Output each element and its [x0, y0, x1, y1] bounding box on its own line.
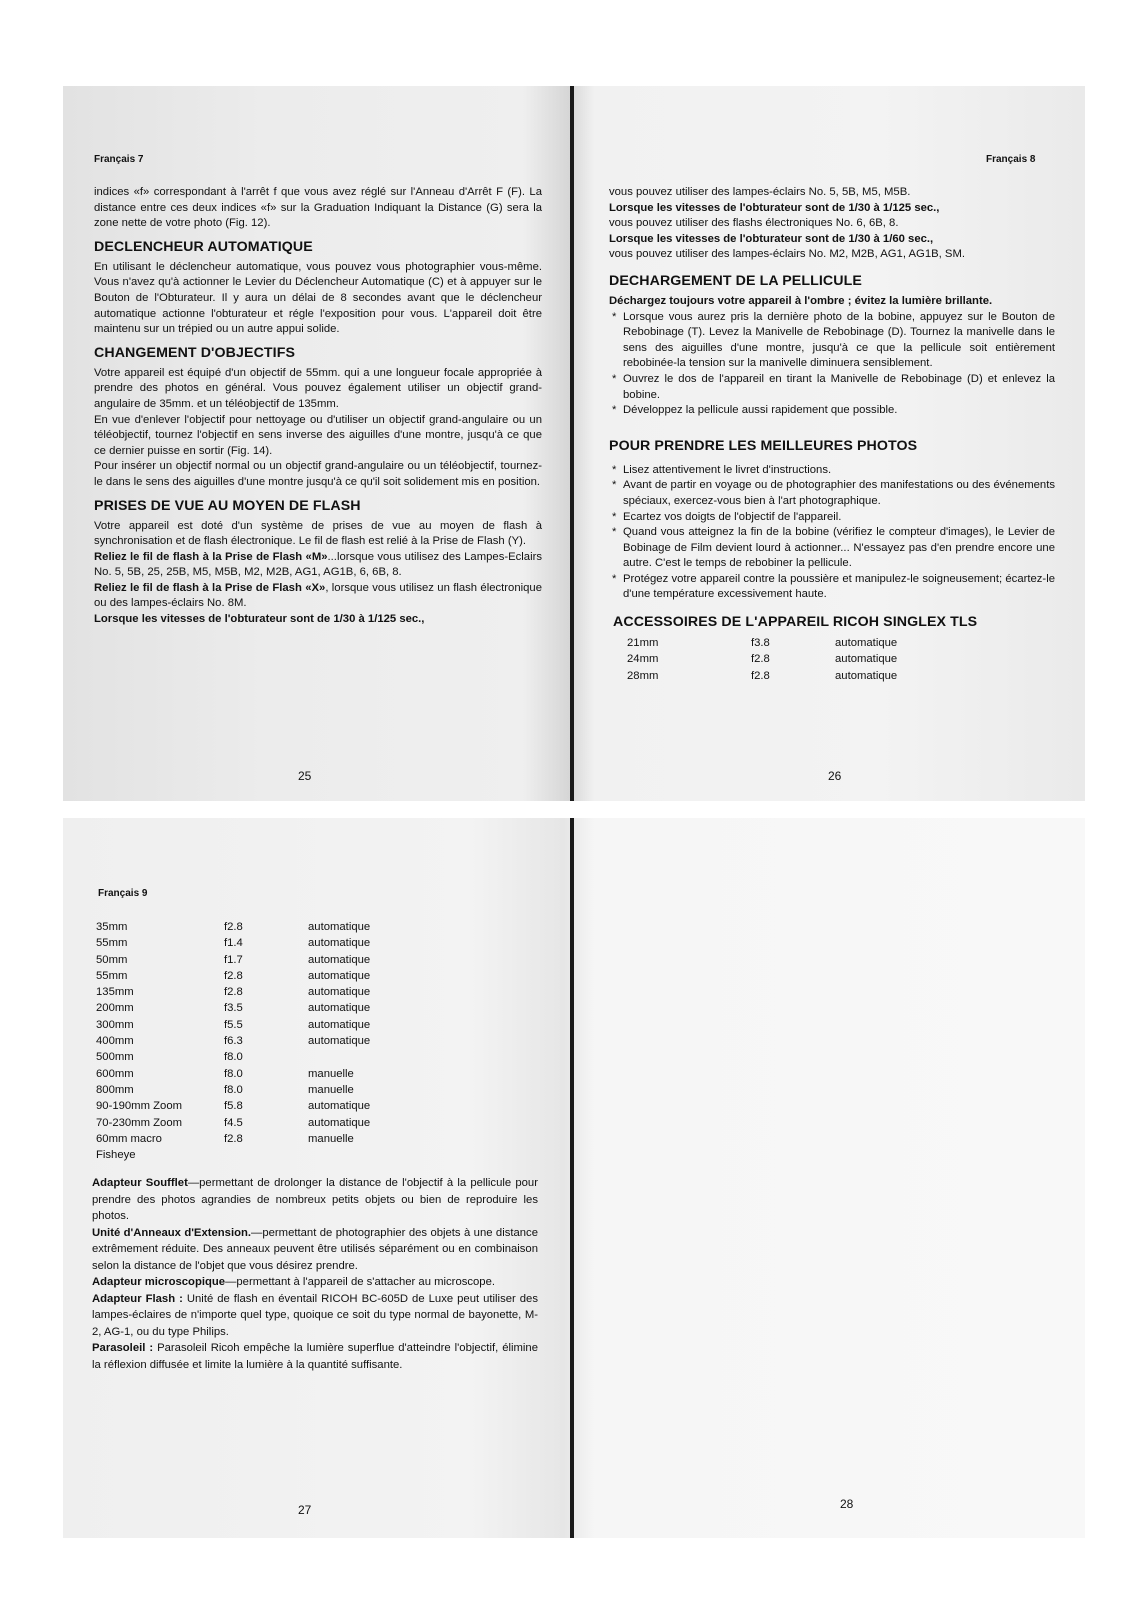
lens-row: 200mm f3.5 automatique [96, 1002, 371, 1015]
page-25 [94, 185, 542, 628]
lens-row: 21mm f3.8 automatique [627, 637, 898, 650]
paragraph: Votre appareil est équipé d'un objectif de 55mm. qui a une longueur focale appropriée à prendre des photos en général. Vous pouvez également utiliser un objectif grand-angulaire de 35mm. et un téléobjectif de 135mm. [94, 366, 542, 410]
lens-row: 500mm f8.0 [96, 1051, 243, 1064]
paragraph [94, 550, 542, 581]
lens-row: 300mm f5.5 automatique [96, 1018, 371, 1031]
page-26 [609, 185, 1055, 684]
page-number: 28 [840, 1497, 854, 1511]
spine [570, 818, 574, 1538]
section-title: POUR PRENDRE LES MEILLEURES PHOTOS [609, 437, 918, 454]
section-title: DECHARGEMENT DE LA PELLICULE [609, 272, 862, 289]
page-header: Français 9 [98, 888, 148, 899]
section-title: DECLENCHEUR AUTOMATIQUE [94, 238, 313, 255]
accessories-block [609, 613, 1055, 684]
page-number: 25 [298, 769, 312, 783]
page-27 [92, 919, 538, 1373]
accessory-item: Unité d'Anneaux d'Extension.—permettant de photographier des objets à une distance extrêmement réduite. Des anneaux peuvent être utilisés séparément ou en combinaison selon la distance de l'objet que vous désirez prendre. [92, 1226, 538, 1272]
bold-line: Lorsque les vitesses de l'obturateur sont de 1/30 à 1/125 sec., [609, 201, 940, 214]
lens-row: 28mm f2.8 automatique [627, 669, 898, 682]
lens-row: 50mm f1.7 automatique [96, 953, 371, 966]
list-item: * Avant de partir en voyage ou de photographier des manifestations ou des événements spéciaux, exercez-vous bien à l'art photographique. [612, 479, 1055, 507]
lens-row: 90-190mm Zoom f5.8 automatique [96, 1100, 371, 1113]
accessory-item: Parasoleil : Parasoleil Ricoh empêche la lumière superflue d'atteindre l'objectif, élimine la réflexion diffusée et limite la lumière à la quantité suffisante. [92, 1342, 538, 1371]
accessories-list [92, 1175, 538, 1373]
bold-text: Reliez le fil de flash à la Prise de Flash «M» [94, 550, 328, 563]
lens-row: 60mm macro f2.8 manuelle [96, 1132, 354, 1145]
paragraph: En vue d'enlever l'objectif pour nettoyage ou d'utiliser un objectif grand-angulaire ou un téléobjectif, tournez l'objectif en sens inverse des aiguilles d'une montre, jusqu'à ce que ce dernier puisse en sortir (Fig. 14). [94, 413, 542, 457]
bold-line: Lorsque les vitesses de l'obturateur sont de 1/30 à 1/125 sec., [94, 613, 425, 626]
lens-row: 70-230mm Zoom f4.5 automatique [96, 1116, 371, 1129]
page-number: 26 [828, 769, 842, 783]
list-item: * Quand vous atteignez la fin de la bobine (vérifiez le compteur d'images), le Levier de Bobinage de Film devient lourd à actionner... N'essayez pas d'en prendre encore une autre. C'est le temps de rebobiner la pellicule. [612, 526, 1055, 570]
text: , lorsque vous utilisez un flash électronique ou des lampes-éclairs No. 8M. [94, 581, 542, 610]
list-item: * Lorsque vous aurez pris la dernière photo de la bobine, appuyez sur le Bouton de Rebobinage (T). Levez la Manivelle de Rebobinage (D). Tournez la manivelle dans le sens des aiguilles d'une montre, jusqu'à ce que la pellicule soit entièrement rebobinée-la tension sur la manivelle diminuera sensiblement. [612, 310, 1055, 370]
bold-text: Reliez le fil de flash à la Prise de Flash «X» [94, 581, 326, 594]
page-number: 27 [298, 1503, 312, 1517]
paragraph: En utilisant le déclencheur automatique, vous pouvez vous photographier vous-même. Vous n'avez qu'à actionner le Levier du Déclencheur Automatique (C) et à appuyer sur le Bouton de l'Obturateur. Il y aura un délai de 8 secondes avant que le déclencheur automatique actionne l'obturateur et régle l'exposition pour vous. L'appareil doit être maintenu sur un trépied ou un autre appui solide. [94, 260, 542, 336]
page-header: Français 8 [986, 154, 1036, 165]
paragraph: Votre appareil est doté d'un système de prises de vue au moyen de flash à synchronisation et de flash électronique. Le fil de flash est relié à la Prise de Flash (Y). [94, 519, 542, 548]
text-line: vous pouvez utiliser des lampes-éclairs No. 5, 5B, M5, M5B. [609, 186, 911, 198]
lead-text: Déchargez toujours votre appareil à l'ombre ; évitez la lumière brillante. [609, 294, 993, 307]
accessory-item: Adapteur Soufflet—permettant de drolonger la distance de l'objectif à la pellicule pour prendre des photos agrandies de nombreux petits objets ou bien de reproduire les photos. [92, 1177, 538, 1223]
list-item: * Lisez attentivement le livret d'instructions. [612, 463, 832, 476]
section-title: ACCESSOIRES DE L'APPAREIL RICOH SINGLEX TLS [613, 614, 978, 631]
lens-row: 24mm f2.8 automatique [627, 653, 898, 666]
bold-line: Lorsque les vitesses de l'obturateur sont de 1/30 à 1/60 sec., [609, 232, 934, 245]
accessory-item: Adapteur microscopique—permettant à l'appareil de s'attacher au microscope. [92, 1276, 496, 1289]
section-title: PRISES DE VUE AU MOYEN DE FLASH [94, 497, 361, 514]
paragraph: Pour insérer un objectif normal ou un objectif grand-angulaire ou un téléobjectif, tournez-le dans le sens des aiguilles d'une montre jusqu'à ce qu'il soit solidement mis en position. [94, 460, 542, 488]
list-item: * Ouvrez le dos de l'appareil en tirant la Manivelle de Rebobinage (D) et enlevez la bobine. [612, 372, 1055, 401]
page-header: Français 7 [94, 154, 144, 165]
bullet-list [609, 310, 1055, 419]
lens-row: 600mm f8.0 manuelle [96, 1067, 354, 1080]
lens-table [92, 919, 538, 1163]
lens-row: 400mm f6.3 automatique [96, 1035, 371, 1048]
intro-paragraph: indices «f» correspondant à l'arrêt f que vous avez réglé sur l'Anneau d'Arrêt F (F). La distance entre ces deux indices «f» sur la Graduation Indiquant la Distance (G) sera la zone nette de votre photo (Fig. 12). [94, 186, 542, 230]
paragraph [94, 581, 542, 612]
lens-row: 55mm f1.4 automatique [96, 937, 371, 950]
lens-row: 55mm f2.8 automatique [96, 969, 371, 982]
lens-row: 135mm f2.8 automatique [96, 986, 371, 999]
text-line: vous pouvez utiliser des lampes-éclairs No. M2, M2B, AG1, AG1B, SM. [609, 248, 965, 261]
section-title: CHANGEMENT D'OBJECTIFS [94, 344, 296, 361]
bullet-list [609, 463, 1055, 603]
text: ...lorsque vous utilisez des Lampes-Eclairs No. 5, 5B, 25, 25B, M5, M5B, M2, M2B, AG1, AG1B, 6, 6B, 8. [94, 550, 542, 579]
accessory-item: Adapteur Flash : Unité de flash en éventail RICOH BC-605D de Luxe peut utiliser des lampes-éclaires de n'importe quel type, quoique ce soit du type normal de bayonette, M-2, AG-1, ou du type Philips. [92, 1292, 538, 1338]
lens-row: 800mm f8.0 manuelle [96, 1083, 354, 1096]
list-item: * Ecartez vos doigts de l'objectif de l'appareil. [612, 510, 842, 523]
list-item: * Protégez votre appareil contre la poussière et manipulez-le soigneusement; écartez-le d'une température excessivement haute. [612, 572, 1055, 601]
lens-row: 35mm f2.8 automatique [96, 921, 371, 933]
text-line: vous pouvez utiliser des flashs électroniques No. 6, 6B, 8. [609, 217, 899, 230]
spine [570, 86, 574, 801]
list-item: * Développez la pellicule aussi rapidement que possible. [612, 404, 898, 417]
lens-row: Fisheye [96, 1149, 136, 1162]
